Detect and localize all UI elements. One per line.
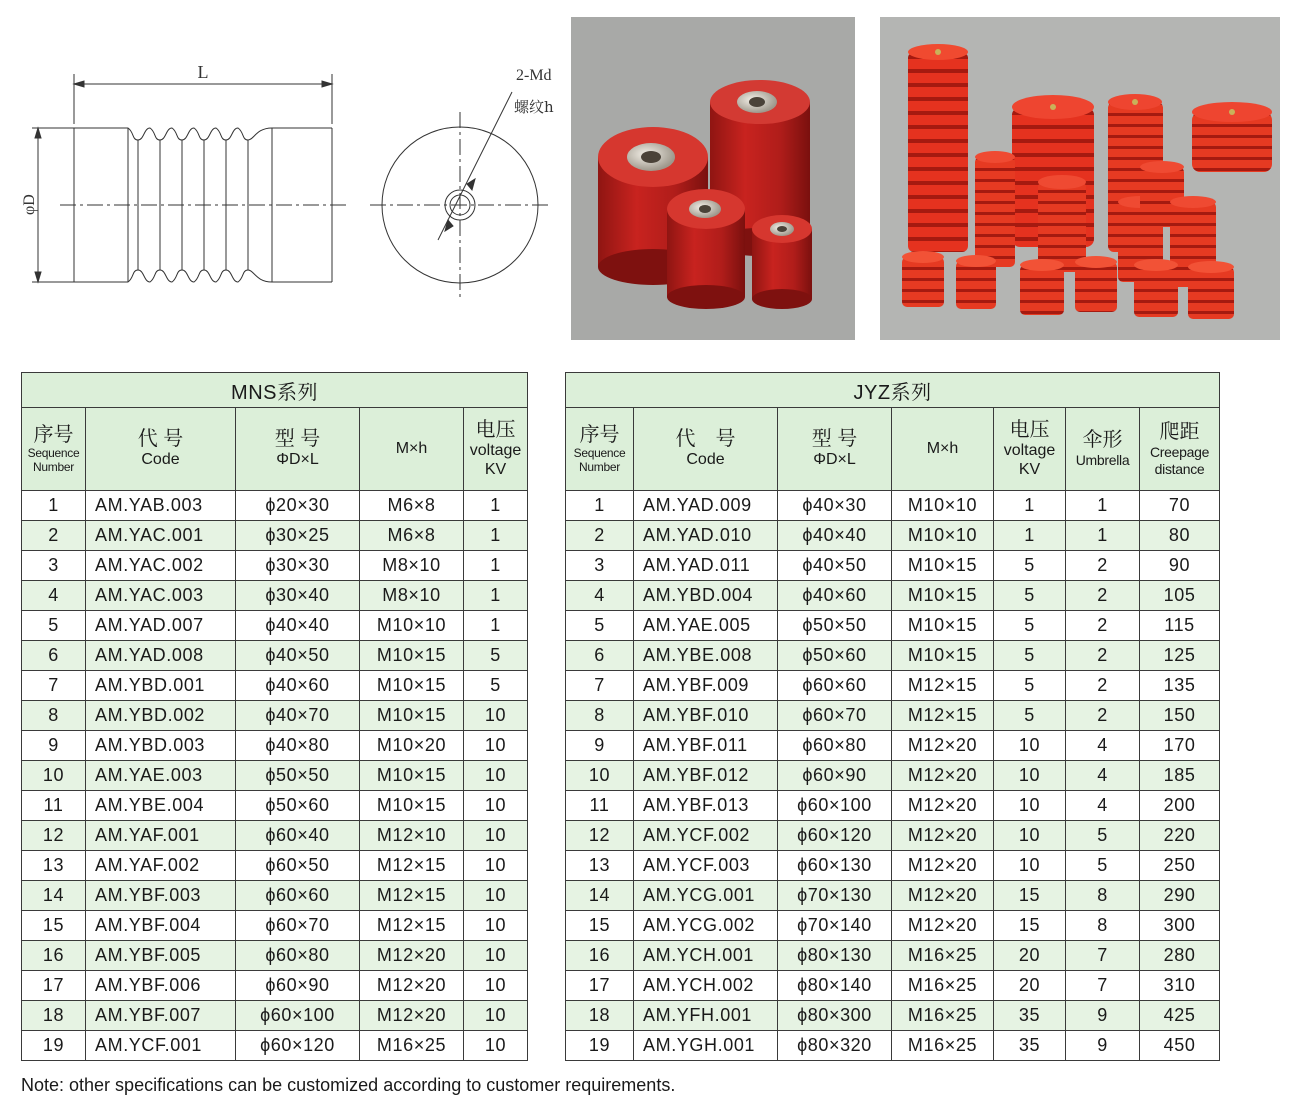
table-cell: M10×10	[360, 611, 464, 641]
jyz-insulator-photo	[880, 17, 1280, 340]
table-cell: ϕ60×60	[236, 881, 360, 911]
table-cell: AM.YAC.003	[86, 581, 236, 611]
table-cell: ϕ60×50	[236, 851, 360, 881]
header-model: 型 号 ΦD×L	[236, 408, 360, 491]
table-cell: 8	[566, 701, 634, 731]
table-cell: AM.YAF.001	[86, 821, 236, 851]
table-cell: AM.YBF.012	[634, 761, 778, 791]
table-cell: 5	[566, 611, 634, 641]
table-cell: 12	[566, 821, 634, 851]
table-cell: AM.YCH.002	[634, 971, 778, 1001]
table-cell: 10	[22, 761, 86, 791]
table-cell: 13	[22, 851, 86, 881]
table-cell: 5	[464, 671, 528, 701]
table-cell: 5	[994, 671, 1066, 701]
table-cell: 19	[22, 1031, 86, 1061]
header-voltage: 电压 voltage KV	[464, 408, 528, 491]
table-cell: 10	[994, 731, 1066, 761]
table-row	[566, 971, 1220, 1001]
table-cell: 6	[566, 641, 634, 671]
table-cell: M10×15	[892, 551, 994, 581]
table-cell: 7	[22, 671, 86, 701]
table-cell: 2	[1066, 701, 1140, 731]
table-cell: M12×20	[892, 731, 994, 761]
table-cell: 10	[994, 791, 1066, 821]
table-cell: 4	[22, 581, 86, 611]
table-cell: M10×15	[360, 701, 464, 731]
table-cell: ϕ40×60	[778, 581, 892, 611]
table-cell: 8	[22, 701, 86, 731]
table-cell: AM.YBF.010	[634, 701, 778, 731]
jyz-table-title: JYZ系列	[566, 373, 1220, 408]
table-cell: ϕ60×80	[236, 941, 360, 971]
table-cell: M10×15	[360, 761, 464, 791]
table-cell: AM.YBD.002	[86, 701, 236, 731]
table-cell: M12×20	[360, 971, 464, 1001]
table-row	[566, 821, 1220, 851]
table-cell: AM.YCG.002	[634, 911, 778, 941]
table-cell: AM.YBF.007	[86, 1001, 236, 1031]
table-cell: 135	[1140, 671, 1220, 701]
table-cell: 18	[22, 1001, 86, 1031]
footnote: Note: other specifications can be customized according to customer requirements.	[21, 1075, 676, 1095]
table-cell: AM.YBE.004	[86, 791, 236, 821]
table-cell: AM.YAD.008	[86, 641, 236, 671]
table-cell: 10	[464, 881, 528, 911]
table-row	[566, 911, 1220, 941]
table-cell: 17	[566, 971, 634, 1001]
table-cell: 9	[566, 731, 634, 761]
table-cell: AM.YBD.001	[86, 671, 236, 701]
table-cell: M12×20	[892, 851, 994, 881]
table-cell: ϕ60×100	[778, 791, 892, 821]
mns-table-title: MNS系列	[22, 373, 528, 408]
table-cell: 1	[994, 521, 1066, 551]
table-cell: AM.YAC.002	[86, 551, 236, 581]
table-cell: 12	[22, 821, 86, 851]
table-cell: M10×15	[360, 671, 464, 701]
table-cell: ϕ80×130	[778, 941, 892, 971]
table-cell: ϕ80×300	[778, 1001, 892, 1031]
table-row	[22, 881, 528, 911]
table-row	[22, 701, 528, 731]
table-cell: AM.YBF.009	[634, 671, 778, 701]
table-row	[566, 851, 1220, 881]
header-code: 代 号 Code	[86, 408, 236, 491]
table-cell: 16	[566, 941, 634, 971]
table-cell: M8×10	[360, 551, 464, 581]
table-cell: 4	[1066, 761, 1140, 791]
table-cell: ϕ60×130	[778, 851, 892, 881]
table-row	[22, 911, 528, 941]
table-cell: 170	[1140, 731, 1220, 761]
table-cell: M10×10	[892, 521, 994, 551]
table-cell: 17	[22, 971, 86, 1001]
table-cell: 9	[1066, 1001, 1140, 1031]
table-cell: 5	[994, 701, 1066, 731]
header-umbrella: 伞形 Umbrella	[1066, 408, 1140, 491]
table-cell: 4	[1066, 791, 1140, 821]
table-cell: AM.YCF.001	[86, 1031, 236, 1061]
table-cell: 250	[1140, 851, 1220, 881]
table-cell: M12×20	[360, 1001, 464, 1031]
table-cell: 115	[1140, 611, 1220, 641]
table-cell: AM.YBE.008	[634, 641, 778, 671]
mns-series-table	[21, 372, 528, 1061]
table-cell: 3	[22, 551, 86, 581]
table-cell: 7	[566, 671, 634, 701]
table-cell: 3	[566, 551, 634, 581]
table-cell: 10	[994, 821, 1066, 851]
table-cell: 450	[1140, 1031, 1220, 1061]
table-row	[566, 641, 1220, 671]
table-cell: 5	[994, 581, 1066, 611]
table-row	[566, 491, 1220, 521]
table-cell: M12×15	[892, 671, 994, 701]
table-cell: M10×10	[892, 491, 994, 521]
table-cell: 10	[464, 821, 528, 851]
table-cell: ϕ50×50	[236, 761, 360, 791]
table-cell: 7	[1066, 971, 1140, 1001]
table-cell: 14	[566, 881, 634, 911]
table-cell: 2	[1066, 641, 1140, 671]
table-cell: 10	[464, 1001, 528, 1031]
table-cell: 35	[994, 1031, 1066, 1061]
table-cell: 1	[994, 491, 1066, 521]
table-cell: 16	[22, 941, 86, 971]
table-cell: 10	[994, 851, 1066, 881]
table-cell: 4	[1066, 731, 1140, 761]
table-cell: 125	[1140, 641, 1220, 671]
table-cell: 10	[994, 761, 1066, 791]
table-row	[22, 491, 528, 521]
table-cell: ϕ60×100	[236, 1001, 360, 1031]
table-row	[22, 581, 528, 611]
mns-table-body	[22, 491, 528, 1061]
length-dimension-label: L	[197, 62, 209, 82]
table-cell: M12×20	[892, 881, 994, 911]
table-cell: ϕ40×40	[236, 611, 360, 641]
table-cell: 70	[1140, 491, 1220, 521]
table-row	[566, 551, 1220, 581]
table-cell: M6×8	[360, 491, 464, 521]
table-cell: AM.YGH.001	[634, 1031, 778, 1061]
table-cell: AM.YCF.003	[634, 851, 778, 881]
table-cell: 9	[22, 731, 86, 761]
table-cell: 4	[566, 581, 634, 611]
header-thread: M×h	[892, 408, 994, 491]
table-cell: 19	[566, 1031, 634, 1061]
table-cell: ϕ60×40	[236, 821, 360, 851]
table-cell: M16×25	[892, 1031, 994, 1061]
table-cell: AM.YAE.005	[634, 611, 778, 641]
table-row	[22, 941, 528, 971]
table-row	[22, 1001, 528, 1031]
table-cell: ϕ80×320	[778, 1031, 892, 1061]
table-cell: 1	[22, 491, 86, 521]
table-cell: 300	[1140, 911, 1220, 941]
table-cell: 280	[1140, 941, 1220, 971]
table-cell: ϕ80×140	[778, 971, 892, 1001]
table-cell: 290	[1140, 881, 1220, 911]
table-cell: 15	[994, 881, 1066, 911]
table-cell: ϕ50×60	[778, 641, 892, 671]
table-cell: AM.YBF.006	[86, 971, 236, 1001]
table-cell: M12×20	[892, 791, 994, 821]
table-cell: 5	[994, 551, 1066, 581]
table-cell: 425	[1140, 1001, 1220, 1031]
table-cell: AM.YAD.009	[634, 491, 778, 521]
table-cell: 8	[1066, 881, 1140, 911]
header-thread: M×h	[360, 408, 464, 491]
table-cell: 10	[566, 761, 634, 791]
table-cell: 11	[566, 791, 634, 821]
table-cell: ϕ40×30	[778, 491, 892, 521]
table-cell: AM.YBF.003	[86, 881, 236, 911]
table-cell: 90	[1140, 551, 1220, 581]
table-row	[22, 641, 528, 671]
table-row	[566, 671, 1220, 701]
header-sequence-number: 序号 Sequence Number	[22, 408, 86, 491]
table-cell: 105	[1140, 581, 1220, 611]
table-cell: AM.YBF.013	[634, 791, 778, 821]
table-cell: AM.YAC.001	[86, 521, 236, 551]
table-cell: AM.YAE.003	[86, 761, 236, 791]
table-cell: 14	[22, 881, 86, 911]
table-cell: 185	[1140, 761, 1220, 791]
table-cell: M6×8	[360, 521, 464, 551]
table-cell: 10	[464, 701, 528, 731]
table-cell: 1	[464, 551, 528, 581]
table-row	[566, 731, 1220, 761]
table-cell: 1	[464, 581, 528, 611]
table-cell: 1	[1066, 491, 1140, 521]
table-cell: 2	[22, 521, 86, 551]
table-cell: M10×15	[892, 581, 994, 611]
table-cell: 1	[464, 491, 528, 521]
table-cell: 13	[566, 851, 634, 881]
table-cell: 15	[994, 911, 1066, 941]
header-sequence-number: 序号 Sequence Number	[566, 408, 634, 491]
table-cell: 2	[566, 521, 634, 551]
table-cell: 20	[994, 941, 1066, 971]
insulator-side-view-drawing	[20, 40, 360, 320]
table-cell: AM.YAB.003	[86, 491, 236, 521]
table-cell: 2	[1066, 581, 1140, 611]
table-cell: ϕ60×60	[778, 671, 892, 701]
table-cell: M10×15	[892, 611, 994, 641]
table-cell: 1	[566, 491, 634, 521]
table-row	[22, 791, 528, 821]
table-cell: 220	[1140, 821, 1220, 851]
table-cell: ϕ40×40	[778, 521, 892, 551]
table-cell: 18	[566, 1001, 634, 1031]
table-cell: AM.YCF.002	[634, 821, 778, 851]
table-cell: 10	[464, 731, 528, 761]
table-cell: 5	[464, 641, 528, 671]
table-cell: ϕ60×120	[778, 821, 892, 851]
table-cell: 15	[566, 911, 634, 941]
table-cell: ϕ60×120	[236, 1031, 360, 1061]
table-cell: 35	[994, 1001, 1066, 1031]
table-cell: ϕ30×25	[236, 521, 360, 551]
table-cell: 9	[1066, 1031, 1140, 1061]
table-cell: AM.YAF.002	[86, 851, 236, 881]
table-cell: ϕ50×60	[236, 791, 360, 821]
table-cell: AM.YBF.011	[634, 731, 778, 761]
table-cell: ϕ60×90	[236, 971, 360, 1001]
table-row	[566, 581, 1220, 611]
table-cell: 10	[464, 851, 528, 881]
table-cell: M10×20	[360, 731, 464, 761]
table-row	[566, 1031, 1220, 1061]
table-cell: 2	[1066, 611, 1140, 641]
table-cell: 2	[1066, 671, 1140, 701]
table-cell: 1	[1066, 521, 1140, 551]
table-cell: M12×15	[360, 911, 464, 941]
table-cell: ϕ60×70	[236, 911, 360, 941]
mns-insulator-photo	[571, 17, 855, 340]
table-row	[22, 551, 528, 581]
table-cell: M10×15	[892, 641, 994, 671]
table-cell: 310	[1140, 971, 1220, 1001]
table-cell: ϕ40×80	[236, 731, 360, 761]
table-row	[22, 671, 528, 701]
table-cell: M16×25	[892, 971, 994, 1001]
table-cell: ϕ40×50	[778, 551, 892, 581]
table-row	[22, 1031, 528, 1061]
table-cell: 2	[1066, 551, 1140, 581]
table-cell: 5	[1066, 821, 1140, 851]
table-cell: M16×25	[892, 941, 994, 971]
table-row	[566, 941, 1220, 971]
table-cell: 5	[1066, 851, 1140, 881]
table-cell: M12×20	[360, 941, 464, 971]
table-cell: ϕ50×50	[778, 611, 892, 641]
table-cell: 7	[1066, 941, 1140, 971]
table-cell: 5	[22, 611, 86, 641]
table-cell: AM.YBD.004	[634, 581, 778, 611]
table-cell: 8	[1066, 911, 1140, 941]
table-cell: 6	[22, 641, 86, 671]
table-cell: 10	[464, 1031, 528, 1061]
table-cell: M12×15	[892, 701, 994, 731]
table-row	[566, 761, 1220, 791]
table-cell: 5	[994, 641, 1066, 671]
table-cell: 10	[464, 791, 528, 821]
table-row	[22, 611, 528, 641]
table-row	[566, 1001, 1220, 1031]
table-cell: 10	[464, 941, 528, 971]
header-creepage: 爬距 Creepage distance	[1140, 408, 1220, 491]
table-cell: ϕ30×30	[236, 551, 360, 581]
table-cell: M10×15	[360, 641, 464, 671]
jyz-series-table	[565, 372, 1220, 1061]
table-row	[22, 731, 528, 761]
table-cell: M12×20	[892, 821, 994, 851]
table-row	[566, 521, 1220, 551]
table-cell: 1	[464, 521, 528, 551]
table-cell: M16×25	[360, 1031, 464, 1061]
table-cell: AM.YFH.001	[634, 1001, 778, 1031]
table-cell: 10	[464, 911, 528, 941]
table-cell: AM.YBD.003	[86, 731, 236, 761]
jyz-table-body	[566, 491, 1220, 1061]
table-cell: 80	[1140, 521, 1220, 551]
table-cell: 10	[464, 761, 528, 791]
table-cell: M12×20	[892, 911, 994, 941]
table-cell: 200	[1140, 791, 1220, 821]
table-row	[22, 521, 528, 551]
table-cell: ϕ70×140	[778, 911, 892, 941]
header-code: 代 号 Code	[634, 408, 778, 491]
table-cell: 1	[464, 611, 528, 641]
table-cell: AM.YAD.007	[86, 611, 236, 641]
insulator-front-view-drawing	[360, 40, 570, 320]
table-row	[566, 881, 1220, 911]
table-cell: ϕ60×70	[778, 701, 892, 731]
table-cell: AM.YBF.005	[86, 941, 236, 971]
table-cell: M12×10	[360, 821, 464, 851]
table-row	[566, 701, 1220, 731]
table-cell: ϕ40×70	[236, 701, 360, 731]
table-cell: ϕ30×40	[236, 581, 360, 611]
table-cell: 5	[994, 611, 1066, 641]
table-row	[22, 761, 528, 791]
thread-label-line1: 2-Md	[516, 67, 552, 84]
table-row	[566, 611, 1220, 641]
table-cell: 20	[994, 971, 1066, 1001]
table-cell: ϕ40×50	[236, 641, 360, 671]
table-cell: M10×15	[360, 791, 464, 821]
table-cell: M16×25	[892, 1001, 994, 1031]
table-cell: AM.YCG.001	[634, 881, 778, 911]
table-cell: 15	[22, 911, 86, 941]
table-row	[22, 971, 528, 1001]
table-cell: M12×15	[360, 851, 464, 881]
table-cell: M12×20	[892, 761, 994, 791]
table-cell: ϕ60×80	[778, 731, 892, 761]
thread-label-line2: 螺纹h	[514, 98, 554, 116]
table-cell: ϕ70×130	[778, 881, 892, 911]
table-cell: AM.YCH.001	[634, 941, 778, 971]
table-cell: AM.YAD.011	[634, 551, 778, 581]
table-cell: ϕ60×90	[778, 761, 892, 791]
table-cell: M8×10	[360, 581, 464, 611]
table-cell: AM.YBF.004	[86, 911, 236, 941]
table-cell: ϕ20×30	[236, 491, 360, 521]
table-row	[566, 791, 1220, 821]
diameter-dimension-label: φD	[21, 194, 38, 215]
table-cell: AM.YAD.010	[634, 521, 778, 551]
table-row	[22, 821, 528, 851]
table-cell: M12×15	[360, 881, 464, 911]
table-cell: 11	[22, 791, 86, 821]
table-row	[22, 851, 528, 881]
header-voltage: 电压 voltage KV	[994, 408, 1066, 491]
table-cell: 150	[1140, 701, 1220, 731]
table-cell: ϕ40×60	[236, 671, 360, 701]
table-cell: 10	[464, 971, 528, 1001]
header-model: 型 号 ΦD×L	[778, 408, 892, 491]
